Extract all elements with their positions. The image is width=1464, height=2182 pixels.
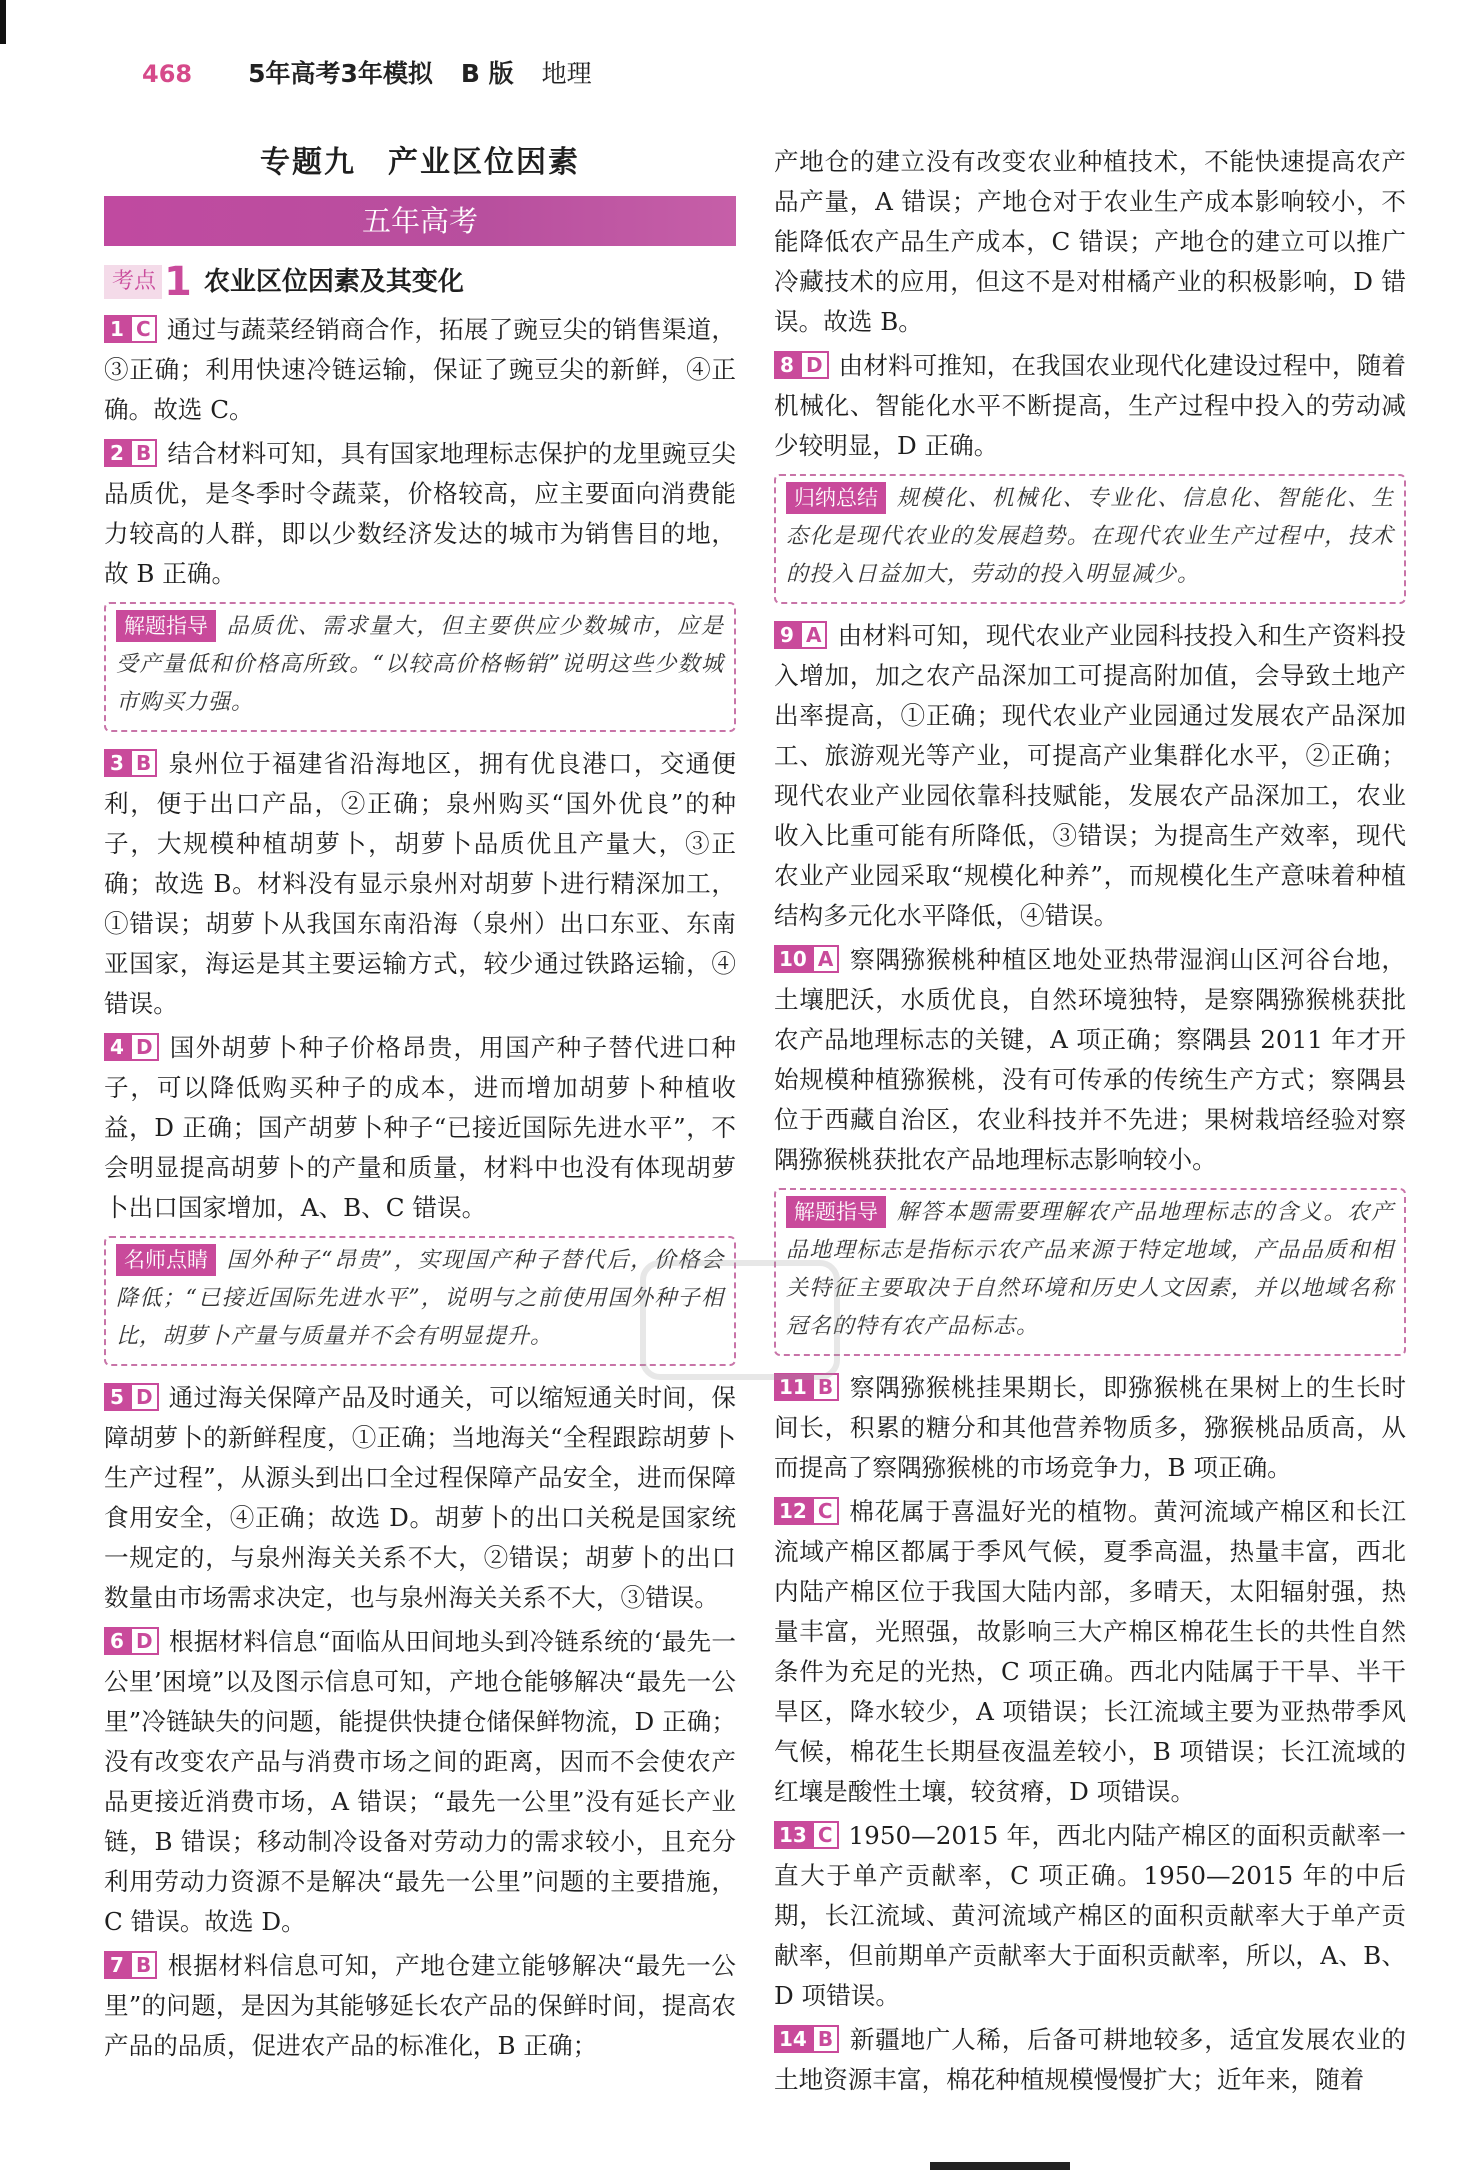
note-text: 国外种子“昂贵”，实现国产种子替代后，价格会降低；“已接近国际先进水平”，说明与之前使用国外种子相比，胡萝卜产量与质量并不会有明显提升。 bbox=[116, 1248, 724, 1349]
answer-badge bbox=[774, 1373, 839, 1401]
answer-list-left bbox=[104, 310, 736, 2066]
answer-letter: A bbox=[812, 945, 839, 973]
answer-text: 由材料可推知，在我国农业现代化建设过程中，随着机械化、智能化水平不断提高，生产过程中投入的劳动减少较明显，D 正确。 bbox=[774, 351, 1406, 460]
answer-letter: C bbox=[130, 315, 157, 343]
note-box bbox=[104, 1236, 736, 1366]
question-number: 14 bbox=[774, 2025, 812, 2053]
answer-item bbox=[774, 940, 1406, 1180]
note-text: 规模化、机械化、专业化、信息化、智能化、生态化是现代农业的发展趋势。在现代农业生产过程中，技术的投入日益加大，劳动的投入明显减少。 bbox=[786, 486, 1394, 587]
left-column bbox=[104, 140, 736, 2070]
question-number: 9 bbox=[774, 621, 800, 649]
answer-text: 通过与蔬菜经销商合作，拓展了豌豆尖的销售渠道，③正确；利用快速冷链运输，保证了豌豆尖的新鲜，④正确。故选 C。 bbox=[104, 315, 736, 424]
answer-letter: D bbox=[130, 1383, 159, 1411]
right-column bbox=[774, 142, 1406, 2104]
answer-letter: D bbox=[130, 1033, 159, 1061]
answer-letter: D bbox=[800, 351, 829, 379]
point-number: 1 bbox=[164, 259, 192, 305]
answer-text: 泉州位于福建省沿海地区，拥有优良港口，交通便利，便于出口产品，②正确；泉州购买“国外优良”的种子，大规模种植胡萝卜，胡萝卜品质优且产量大，③正确；故选 B。材料没有显示泉州对胡萝卜进行精深加工，①错误；胡萝卜从我国东南沿海（泉州）出口东亚、东南亚国家，海运是其主要运输方式，较少通过铁路运输，④错误。 bbox=[104, 749, 736, 1018]
answer-letter: D bbox=[130, 1627, 159, 1655]
answer-text: 1950—2015 年，西北内陆产棉区的面积贡献率一直大于单产贡献率，C 项正确。1950—2015 年的中后期，长江流域、黄河流域产棉区的面积贡献率大于单产贡献率，但前期单产贡献率大于面积贡献率，所以，A、B、D 项错误。 bbox=[774, 1821, 1406, 2010]
question-number: 6 bbox=[104, 1627, 130, 1655]
question-number: 3 bbox=[104, 749, 130, 777]
edition-label: B 版 bbox=[460, 59, 514, 88]
answer-badge bbox=[104, 439, 157, 467]
answer-badge bbox=[774, 945, 839, 973]
answer-item bbox=[774, 2020, 1406, 2100]
question-number: 13 bbox=[774, 1821, 812, 1849]
note-box bbox=[774, 1188, 1406, 1356]
answer-badge bbox=[104, 1951, 157, 1979]
answer-list-right bbox=[774, 142, 1406, 2100]
point-tag: 考点 bbox=[104, 265, 162, 299]
answer-letter: A bbox=[800, 621, 827, 649]
footer-mark bbox=[930, 2162, 1070, 2170]
answer-text: 国外胡萝卜种子价格昂贵，用国产种子替代进口种子，可以降低购买种子的成本，进而增加胡萝卜种植收益，D 正确；国产胡萝卜种子“已接近国际先进水平”，不会明显提高胡萝卜的产量和质量，材料中也没有体现胡萝卜出口国家增加，A、B、C 错误。 bbox=[104, 1033, 736, 1222]
answer-item bbox=[104, 744, 736, 1024]
point-title: 农业区位因素及其变化 bbox=[203, 267, 464, 297]
note-tag: 解题指导 bbox=[786, 1196, 886, 1228]
topic-title: 专题九 产业区位因素 bbox=[260, 145, 580, 180]
answer-item bbox=[104, 1028, 736, 1228]
question-number: 4 bbox=[104, 1033, 130, 1061]
answer-badge bbox=[774, 1821, 839, 1849]
answer-text: 结合材料可知，具有国家地理标志保护的龙里豌豆尖品质优，是冬季时令蔬菜，价格较高，应主要面向消费能力较高的人群，即以少数经济发达的城市为销售目的地，故 B 正确。 bbox=[104, 439, 736, 588]
answer-text: 通过海关保障产品及时通关，可以缩短通关时间，保障胡萝卜的新鲜程度，①正确；当地海关“全程跟踪胡萝卜生产过程”，从源头到出口全过程保障产品安全，进而保障食用安全，④正确；故选 D。胡萝卜的出口关税是国家统一规定的，与泉州海关关系不大，②错误；胡萝卜的出口数量由市场需求决定，也与泉州海关关系不大，③错误。 bbox=[104, 1383, 736, 1612]
question-number: 1 bbox=[104, 315, 130, 343]
answer-badge bbox=[104, 749, 157, 777]
answer-badge bbox=[774, 621, 827, 649]
answer-item bbox=[774, 346, 1406, 466]
answer-badge bbox=[104, 315, 157, 343]
point-header bbox=[104, 260, 736, 304]
question-number: 12 bbox=[774, 1497, 812, 1525]
page-number: 468 bbox=[142, 60, 193, 88]
question-number: 8 bbox=[774, 351, 800, 379]
answer-item bbox=[774, 1816, 1406, 2016]
answer-item bbox=[774, 1492, 1406, 1812]
question-number: 2 bbox=[104, 439, 130, 467]
note-text: 解答本题需要理解农产品地理标志的含义。农产品地理标志是指标示农产品来源于特定地域，产品品质和相关特征主要取决于自然环境和历史人文因素，并以地域名称冠名的特有农产品标志。 bbox=[786, 1200, 1394, 1339]
note-tag: 解题指导 bbox=[116, 610, 216, 642]
question-number: 10 bbox=[774, 945, 812, 973]
answer-item bbox=[774, 142, 1406, 342]
page-header bbox=[142, 54, 592, 94]
answer-letter: C bbox=[812, 1497, 839, 1525]
question-number: 11 bbox=[774, 1373, 812, 1401]
answer-badge bbox=[774, 2025, 839, 2053]
note-text: 品质优、需求量大，但主要供应少数城市，应是受产量低和价格高所致。“以较高价格畅销”说明这些少数城市购买力强。 bbox=[116, 614, 724, 715]
note-box bbox=[774, 474, 1406, 604]
section-banner: 五年高考 bbox=[104, 196, 736, 246]
answer-badge bbox=[104, 1033, 159, 1061]
answer-letter: B bbox=[130, 439, 157, 467]
answer-item bbox=[104, 310, 736, 430]
question-number: 7 bbox=[104, 1951, 130, 1979]
answer-text: 察隅猕猴桃挂果期长，即猕猴桃在果树上的生长时间长，积累的糖分和其他营养物质多，猕猴桃品质高，从而提高了察隅猕猴桃的市场竞争力，B 项正确。 bbox=[774, 1373, 1406, 1482]
answer-item bbox=[104, 434, 736, 594]
answer-item bbox=[104, 1622, 736, 1942]
answer-badge bbox=[774, 351, 829, 379]
answer-item bbox=[774, 1368, 1406, 1488]
subject-label: 地理 bbox=[541, 59, 592, 88]
answer-letter: B bbox=[812, 1373, 839, 1401]
answer-item bbox=[104, 1946, 736, 2066]
answer-text: 根据材料信息可知，产地仓建立能够解决“最先一公里”的问题，是因为其能够延长农产品的保鲜时间，提高农产品的品质，促进农产品的标准化，B 正确； bbox=[104, 1951, 736, 2060]
note-tag: 名师点睛 bbox=[116, 1244, 216, 1276]
page-edge-mark bbox=[0, 0, 6, 44]
note-tag: 归纳总结 bbox=[786, 482, 886, 514]
answer-letter: C bbox=[812, 1821, 839, 1849]
answer-badge bbox=[104, 1383, 159, 1411]
answer-item bbox=[774, 616, 1406, 936]
answer-badge bbox=[774, 1497, 839, 1525]
answer-item bbox=[104, 1378, 736, 1618]
answer-text: 产地仓的建立没有改变农业种植技术，不能快速提高农产品产量，A 错误；产地仓对于农业生产成本影响较小，不能降低农产品生产成本，C 错误；产地仓的建立可以推广冷藏技术的应用，但这不是对柑橘产业的积极影响，D 错误。故选 B。 bbox=[774, 147, 1406, 336]
answer-text: 棉花属于喜温好光的植物。黄河流域产棉区和长江流域产棉区都属于季风气候，夏季高温，热量丰富，西北内陆产棉区位于我国大陆内部，多晴天，太阳辐射强，热量丰富，光照强，故影响三大产棉区棉花生长的共性自然条件为充足的光热，C 项正确。西北内陆属于干旱、半干旱区，降水较少，A 项错误；长江流域主要为亚热带季风气候，棉花生长期昼夜温差较小，B 项错误；长江流域的红壤是酸性土壤，较贫瘠，D 项错误。 bbox=[774, 1497, 1406, 1806]
answer-letter: B bbox=[130, 749, 157, 777]
note-box bbox=[104, 602, 736, 732]
answer-letter: B bbox=[130, 1951, 157, 1979]
answer-text: 新疆地广人稀，后备可耕地较多，适宜发展农业的土地资源丰富，棉花种植规模慢慢扩大；近年来，随着 bbox=[774, 2025, 1406, 2094]
answer-text: 根据材料信息“面临从田间地头到冷链系统的‘最先一公里’困境”以及图示信息可知，产地仓能够解决“最先一公里”冷链缺失的问题，能提供快捷仓储保鲜物流，D 正确；没有改变农产品与消费市场之间的距离，因而不会使农产品更接近消费市场，A 错误；“最先一公里”没有延长产业链，B 错误；移动制冷设备对劳动力的需求较小，且充分利用劳动力资源不是解决“最先一公里”问题的主要措施，C 错误。故选 D。 bbox=[104, 1627, 736, 1936]
answer-text: 由材料可知，现代农业产业园科技投入和生产资料投入增加，加之农产品深加工可提高附加值，会导致土地产出率提高，①正确；现代农业产业园通过发展农产品深加工、旅游观光等产业，可提高产业集群化水平，②正确；现代农业产业园依靠科技赋能，发展农产品深加工，农业收入比重可能有所降低，③错误；为提高生产效率，现代农业产业园采取“规模化种养”，而规模化生产意味着种植结构多元化水平降低，④错误。 bbox=[774, 621, 1406, 930]
question-number: 5 bbox=[104, 1383, 130, 1411]
answer-text: 察隅猕猴桃种植区地处亚热带湿润山区河谷台地，土壤肥沃，水质优良，自然环境独特，是察隅猕猴桃获批农产品地理标志的关键，A 项正确；察隅县 2011 年才开始规模种植猕猴桃，没有可传承的传统生产方式；察隅县位于西藏自治区，农业科技并不先进；果树栽培经验对察隅猕猴桃获批农产品地理标志影响较小。 bbox=[774, 945, 1406, 1174]
answer-letter: B bbox=[812, 2025, 839, 2053]
book-title: 5年高考3年模拟 bbox=[248, 59, 433, 88]
answer-badge bbox=[104, 1627, 159, 1655]
